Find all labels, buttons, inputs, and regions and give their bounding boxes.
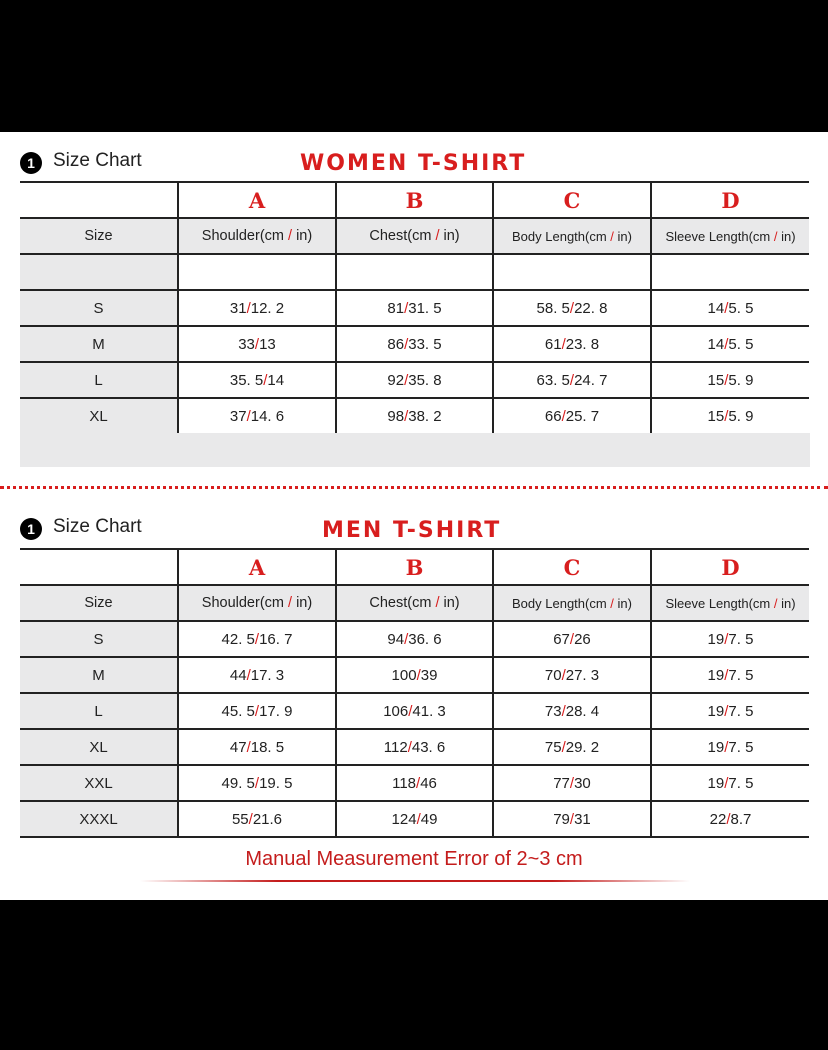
blank-cell (651, 254, 809, 290)
body-length-cell: 66/25. 7 (493, 398, 651, 434)
size-cell: M (20, 657, 178, 693)
chest-cell: 86/33. 5 (336, 326, 493, 362)
body-length-cell: 79/31 (493, 801, 651, 837)
letter-b: B (336, 182, 493, 218)
size-cell: L (20, 362, 178, 398)
shoulder-cell: 37/14. 6 (178, 398, 336, 434)
body-length-cell: 75/29. 2 (493, 729, 651, 765)
size-cell: M (20, 326, 178, 362)
header-size: Size (20, 218, 178, 254)
table-row (20, 362, 809, 398)
size-chart-label: Size Chart (53, 516, 142, 537)
blank-row (20, 254, 809, 290)
header-body-length: Body Length(cm / in) (493, 218, 651, 254)
number-badge: 1 (20, 152, 42, 174)
men-title: MEN T-SHIRT (322, 518, 502, 543)
shoulder-cell: 55/21.6 (178, 801, 336, 837)
letter-c: C (493, 182, 651, 218)
body-length-cell: 63. 5/24. 7 (493, 362, 651, 398)
chest-cell: 98/38. 2 (336, 398, 493, 434)
letter-a: A (178, 182, 336, 218)
body-length-cell: 77/30 (493, 765, 651, 801)
sleeve-length-cell: 19/7. 5 (651, 621, 809, 657)
table-row (20, 657, 809, 693)
table-row (20, 729, 809, 765)
table-row (20, 621, 809, 657)
letter-d: D (651, 182, 809, 218)
note-underline (140, 880, 690, 882)
table-row (20, 765, 809, 801)
women-section-header (20, 140, 810, 180)
size-cell: XXL (20, 765, 178, 801)
letter-cell-empty (20, 549, 178, 585)
blank-cell (336, 254, 493, 290)
header-row (20, 585, 809, 621)
size-cell: XL (20, 729, 178, 765)
section-divider (0, 486, 828, 489)
sleeve-length-cell: 14/5. 5 (651, 326, 809, 362)
chest-cell: 118/46 (336, 765, 493, 801)
number-badge: 1 (20, 518, 42, 540)
shoulder-cell: 47/18. 5 (178, 729, 336, 765)
blank-cell (493, 254, 651, 290)
women-size-table (20, 181, 809, 435)
sleeve-length-cell: 19/7. 5 (651, 693, 809, 729)
header-sleeve-length: Sleeve Length(cm / in) (651, 218, 809, 254)
header-chest: Chest(cm / in) (336, 218, 493, 254)
men-section-header (20, 506, 810, 546)
size-cell: S (20, 290, 178, 326)
body-length-cell: 70/27. 3 (493, 657, 651, 693)
header-shoulder: Shoulder(cm / in) (178, 218, 336, 254)
chest-cell: 81/31. 5 (336, 290, 493, 326)
sleeve-length-cell: 19/7. 5 (651, 729, 809, 765)
sleeve-length-cell: 19/7. 5 (651, 657, 809, 693)
header-sleeve-length: Sleeve Length(cm / in) (651, 585, 809, 621)
table-row (20, 801, 809, 837)
size-cell: XL (20, 398, 178, 434)
chest-cell: 106/41. 3 (336, 693, 493, 729)
shoulder-cell: 35. 5/14 (178, 362, 336, 398)
letter-b: B (336, 549, 493, 585)
table-row (20, 398, 809, 434)
header-chest: Chest(cm / in) (336, 585, 493, 621)
header-row (20, 218, 809, 254)
shoulder-cell: 44/17. 3 (178, 657, 336, 693)
letter-row (20, 182, 809, 218)
size-cell: XXXL (20, 801, 178, 837)
shoulder-cell: 45. 5/17. 9 (178, 693, 336, 729)
sleeve-length-cell: 15/5. 9 (651, 398, 809, 434)
shoulder-cell: 31/12. 2 (178, 290, 336, 326)
chest-cell: 112/43. 6 (336, 729, 493, 765)
header-size: Size (20, 585, 178, 621)
chest-cell: 100/39 (336, 657, 493, 693)
men-size-table (20, 548, 809, 838)
size-chart-sheet (0, 132, 828, 900)
shoulder-cell: 49. 5/19. 5 (178, 765, 336, 801)
chest-cell: 94/36. 6 (336, 621, 493, 657)
letter-row (20, 549, 809, 585)
letter-a: A (178, 549, 336, 585)
women-table-footer-band (20, 433, 810, 467)
sleeve-length-cell: 22/8.7 (651, 801, 809, 837)
sleeve-length-cell: 19/7. 5 (651, 765, 809, 801)
chest-cell: 124/49 (336, 801, 493, 837)
letter-c: C (493, 549, 651, 585)
measurement-error-note: Manual Measurement Error of 2~3 cm (245, 848, 583, 870)
size-cell: L (20, 693, 178, 729)
sleeve-length-cell: 15/5. 9 (651, 362, 809, 398)
letter-d: D (651, 549, 809, 585)
blank-cell (20, 254, 178, 290)
letter-cell-empty (20, 182, 178, 218)
size-cell: S (20, 621, 178, 657)
sleeve-length-cell: 14/5. 5 (651, 290, 809, 326)
table-row (20, 693, 809, 729)
shoulder-cell: 42. 5/16. 7 (178, 621, 336, 657)
body-length-cell: 67/26 (493, 621, 651, 657)
body-length-cell: 73/28. 4 (493, 693, 651, 729)
table-row (20, 290, 809, 326)
body-length-cell: 61/23. 8 (493, 326, 651, 362)
body-length-cell: 58. 5/22. 8 (493, 290, 651, 326)
table-row (20, 326, 809, 362)
shoulder-cell: 33/13 (178, 326, 336, 362)
women-title: WOMEN T-SHIRT (300, 151, 527, 176)
header-shoulder: Shoulder(cm / in) (178, 585, 336, 621)
blank-cell (178, 254, 336, 290)
header-body-length: Body Length(cm / in) (493, 585, 651, 621)
size-chart-label: Size Chart (53, 150, 142, 171)
chest-cell: 92/35. 8 (336, 362, 493, 398)
